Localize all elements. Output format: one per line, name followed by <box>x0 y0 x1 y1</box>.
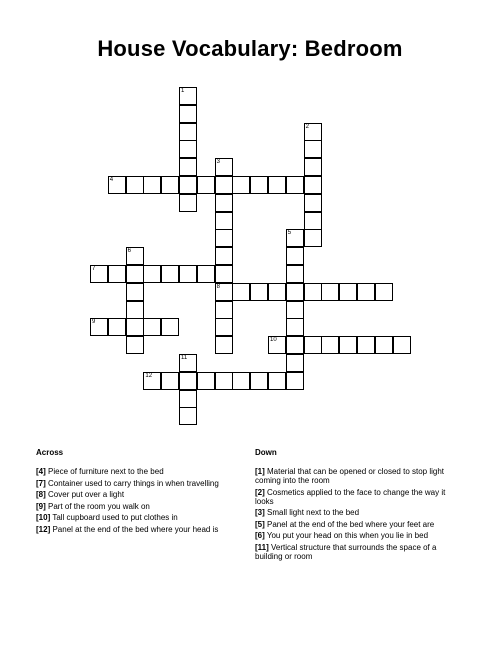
grid-cell[interactable] <box>215 301 233 319</box>
grid-cell[interactable] <box>126 247 144 265</box>
grid-cell[interactable] <box>250 372 268 390</box>
grid-cell[interactable] <box>304 336 322 354</box>
grid-cell[interactable] <box>286 265 304 283</box>
grid-cell[interactable] <box>286 247 304 265</box>
grid-cell[interactable] <box>232 283 250 301</box>
clue-text: Part of the room you walk on <box>48 501 150 511</box>
clue-number: [11] <box>255 542 269 552</box>
clue-number: 11 <box>181 355 188 361</box>
across-clue <box>36 467 241 476</box>
grid-cell[interactable] <box>268 372 286 390</box>
clue-number: 12 <box>145 372 153 379</box>
clue-number: 2 <box>305 123 309 130</box>
grid-cell[interactable] <box>321 283 339 301</box>
grid-cell[interactable] <box>90 265 108 283</box>
grid-cell[interactable] <box>286 283 304 301</box>
grid-cell[interactable] <box>161 176 179 194</box>
grid-cell[interactable] <box>304 123 322 141</box>
grid-cell[interactable] <box>304 212 322 230</box>
across-clue <box>36 490 241 499</box>
grid-cell[interactable] <box>215 336 233 354</box>
grid-cell[interactable] <box>179 194 197 212</box>
clue-number: 1 <box>181 88 185 94</box>
grid-cell[interactable] <box>161 265 179 283</box>
clue-number: [9] <box>36 501 46 511</box>
grid-cell[interactable] <box>179 140 197 158</box>
clue-text: Vertical structure that surrounds the space of a building or room <box>255 542 437 561</box>
grid-cell[interactable] <box>250 283 268 301</box>
grid-cell[interactable] <box>215 247 233 265</box>
grid-cell[interactable] <box>321 336 339 354</box>
clue-text: Tall cupboard used to put clothes in <box>52 513 178 522</box>
grid-cell[interactable] <box>90 318 108 336</box>
grid-cell[interactable] <box>393 336 411 354</box>
grid-cell[interactable] <box>304 229 322 247</box>
down-clue <box>255 520 455 529</box>
grid-cell[interactable] <box>268 176 286 194</box>
clue-number: 4 <box>109 177 114 183</box>
clue-number: 8 <box>216 283 220 290</box>
clue-number: 5 <box>287 230 292 237</box>
grid-cell[interactable] <box>215 372 233 390</box>
grid-cell[interactable] <box>179 407 197 425</box>
grid-cell[interactable] <box>179 265 197 283</box>
across-clue <box>36 502 241 511</box>
grid-cell[interactable] <box>375 283 393 301</box>
down-clue <box>255 488 455 506</box>
clue-number: [2] <box>255 487 265 497</box>
grid-cell[interactable] <box>197 372 215 390</box>
clue-text: Piece of furniture next to the bed <box>48 467 164 476</box>
clue-number: [8] <box>36 490 46 499</box>
grid-cell[interactable] <box>339 283 357 301</box>
across-heading: Across <box>36 448 64 457</box>
across-clue <box>36 479 241 488</box>
grid-cell[interactable] <box>286 318 304 336</box>
down-clue <box>255 467 455 485</box>
clue-text: Material that can be opened or closed to stop light coming into the room <box>255 467 445 485</box>
across-clue-list <box>36 467 241 536</box>
grid-cell[interactable] <box>286 354 304 372</box>
grid-cell[interactable] <box>126 176 144 194</box>
clue-text: Cover put over a light <box>48 490 125 499</box>
clue-number: [6] <box>255 531 265 540</box>
down-clue-list <box>255 467 455 563</box>
grid-cell[interactable] <box>179 372 197 390</box>
clue-number: [7] <box>36 478 46 488</box>
grid-cell[interactable] <box>268 283 286 301</box>
grid-cell[interactable] <box>375 336 393 354</box>
grid-cell[interactable] <box>232 372 250 390</box>
grid-cell[interactable] <box>126 336 144 354</box>
grid-cell[interactable] <box>304 140 322 158</box>
grid-cell[interactable] <box>161 318 179 336</box>
down-clue <box>255 508 455 517</box>
grid-cell[interactable] <box>215 265 233 283</box>
grid-cell[interactable] <box>126 265 144 283</box>
grid-cell[interactable] <box>143 318 161 336</box>
clue-number: [1] <box>255 467 265 476</box>
grid-cell[interactable] <box>126 283 144 301</box>
grid-cell[interactable] <box>108 265 126 283</box>
clue-number: 6 <box>127 248 131 255</box>
grid-cell[interactable] <box>215 212 233 230</box>
grid-cell[interactable] <box>215 318 233 336</box>
grid-cell[interactable] <box>304 176 322 194</box>
grid-cell[interactable] <box>286 301 304 319</box>
grid-cell[interactable] <box>143 372 161 390</box>
grid-cell[interactable] <box>143 176 161 194</box>
grid-cell[interactable] <box>286 336 304 354</box>
across-clue <box>36 525 241 534</box>
grid-cell[interactable] <box>179 354 197 372</box>
clue-number: [3] <box>255 508 265 517</box>
grid-cell[interactable] <box>304 158 322 176</box>
grid-cell[interactable] <box>179 158 197 176</box>
clue-text: You put your head on this when you lie in bed <box>266 531 429 540</box>
grid-cell[interactable] <box>197 265 215 283</box>
grid-cell[interactable] <box>179 87 197 105</box>
clue-number: [12] <box>36 524 51 534</box>
across-clue <box>36 513 241 522</box>
grid-cell[interactable] <box>215 176 233 194</box>
clue-number: 3 <box>216 159 220 166</box>
clue-number: [5] <box>255 519 265 529</box>
grid-cell[interactable] <box>161 372 179 390</box>
grid-cell[interactable] <box>286 176 304 194</box>
clue-number: 7 <box>92 266 96 272</box>
grid-cell[interactable] <box>215 283 233 301</box>
grid-cell[interactable] <box>179 390 197 408</box>
grid-cell[interactable] <box>126 318 144 336</box>
page-title: House Vocabulary: Bedroom <box>97 36 403 61</box>
grid-cell[interactable] <box>304 194 322 212</box>
grid-cell[interactable] <box>250 176 268 194</box>
grid-cell[interactable] <box>197 176 215 194</box>
clue-number: 9 <box>92 319 96 326</box>
clue-text: Cosmetics applied to the face to change the way it looks <box>255 487 446 506</box>
grid-cell[interactable] <box>143 265 161 283</box>
clue-number: 10 <box>270 337 277 344</box>
clue-text: Panel at the end of the bed where your head is <box>52 524 219 534</box>
grid-cell[interactable] <box>268 336 286 354</box>
grid-cell[interactable] <box>126 301 144 319</box>
grid-cell[interactable] <box>179 176 197 194</box>
clue-text: Container used to carry things in when travelling <box>48 478 219 488</box>
clue-text: Panel at the end of the bed where your feet are <box>267 519 435 529</box>
down-clue <box>255 531 455 540</box>
clue-number: [10] <box>36 513 51 522</box>
grid-cell[interactable] <box>179 105 197 123</box>
grid-cell[interactable] <box>108 318 126 336</box>
grid-cell[interactable] <box>286 372 304 390</box>
grid-cell[interactable] <box>108 176 126 194</box>
clue-text: Small light next to the bed <box>267 508 360 517</box>
grid-cell[interactable] <box>339 336 357 354</box>
down-heading: Down <box>255 448 277 457</box>
grid-cell[interactable] <box>215 229 233 247</box>
grid-cell[interactable] <box>215 194 233 212</box>
grid-cell[interactable] <box>304 283 322 301</box>
grid-cell[interactable] <box>215 158 233 176</box>
grid-cell[interactable] <box>232 176 250 194</box>
grid-cell[interactable] <box>179 123 197 141</box>
grid-cell[interactable] <box>357 336 375 354</box>
grid-cell[interactable] <box>286 229 304 247</box>
grid-cell[interactable] <box>357 283 375 301</box>
down-clue <box>255 543 455 561</box>
clue-number: [4] <box>36 467 46 476</box>
